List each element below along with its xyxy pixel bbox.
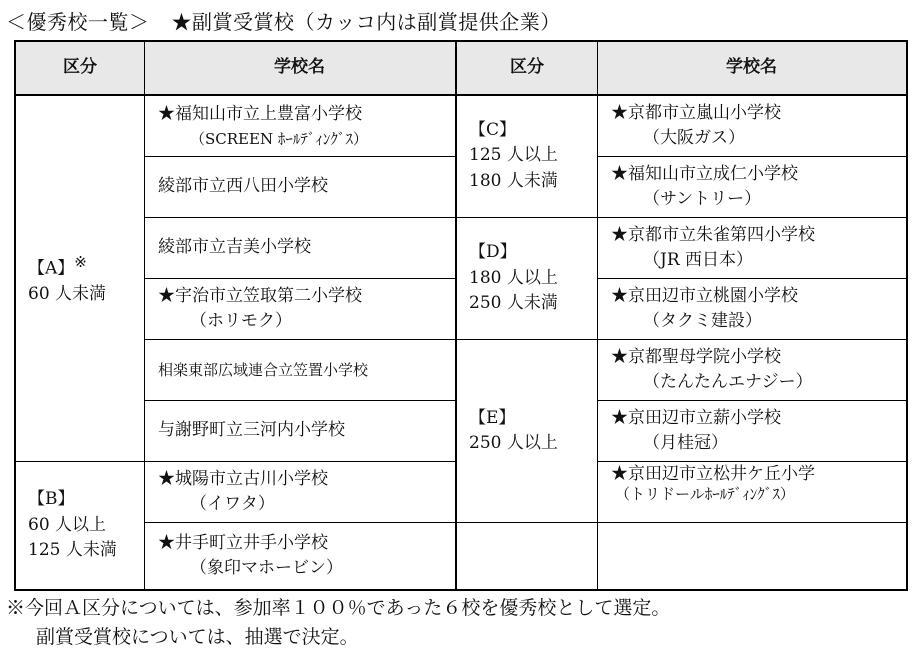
category-b-range-1: 60 人以上 — [28, 514, 107, 535]
school-row — [144, 218, 455, 278]
school-name: ★京都市立嵐山小学校 — [611, 102, 781, 123]
school-name: ★井手町立井手小学校 — [158, 532, 328, 553]
school-row — [144, 401, 455, 461]
school-name: 相楽東部広域連合立笠置小学校 — [158, 360, 369, 379]
empty-row — [457, 523, 906, 589]
school-name: 綾部市立吉美小学校 — [158, 237, 311, 258]
category-e-label: 【E】 — [469, 407, 516, 428]
school-name: ★京田辺市立松井ケ丘小学 — [611, 464, 815, 484]
sponsor-name: （大阪ガス） — [643, 128, 745, 148]
sponsor-name: （ホリモク） — [190, 311, 292, 331]
school-name: 与謝野町立三河内小学校 — [158, 420, 345, 441]
school-row — [144, 462, 455, 522]
school-name: 綾部市立西八田小学校 — [158, 176, 328, 197]
sponsor-name: （SCREEN ﾎｰﾙﾃﾞｨﾝｸﾞｽ） — [190, 129, 368, 148]
category-b-label: 【B】 — [28, 489, 75, 510]
school-row — [144, 340, 455, 400]
category-a-label: 【A】 — [28, 258, 75, 279]
page-title: ＜優秀校一覧＞ — [6, 10, 150, 34]
school-name: ★宇治市立笠取第二小学校 — [158, 285, 362, 306]
sponsor-name: （サントリー） — [643, 189, 762, 209]
category-a-range: 60 人未満 — [28, 283, 107, 304]
sponsor-name: （月桂冠） — [643, 433, 728, 453]
school-name: ★京都市立朱雀第四小学校 — [611, 224, 815, 245]
school-row — [144, 96, 455, 156]
school-name: ★京都聖母学院小学校 — [611, 346, 781, 367]
category-c-range-2: 180 人未満 — [469, 170, 558, 191]
page-subtitle: ★副賞受賞校（カッコ内は副賞提供企業） — [171, 10, 561, 34]
sponsor-name: （たんたんエナジー） — [643, 372, 813, 392]
sponsor-name: （トリドールﾎｰﾙﾃﾞｨﾝｸﾞｽ） — [615, 485, 795, 504]
category-e — [457, 340, 597, 522]
category-e-range: 250 人以上 — [469, 433, 558, 453]
category-b-range-2: 125 人未満 — [28, 540, 117, 561]
category-b — [16, 462, 144, 589]
school-name: ★城陽市立古川小学校 — [158, 468, 328, 489]
footnote — [6, 594, 670, 652]
school-row — [597, 157, 906, 217]
school-row — [144, 279, 455, 339]
school-row — [597, 96, 906, 156]
category-c — [457, 96, 597, 216]
category-c-label: 【C】 — [469, 119, 517, 140]
school-row — [597, 401, 906, 461]
school-name: ★京田辺市立薪小学校 — [611, 407, 781, 428]
category-d-label: 【D】 — [469, 242, 517, 263]
page-header — [6, 6, 561, 35]
sponsor-name: （イワタ） — [190, 494, 275, 514]
category-header: 区分 — [16, 42, 144, 94]
category-d-range-1: 180 人以上 — [469, 267, 558, 288]
sponsor-name: （JR 西日本） — [643, 250, 754, 270]
sponsor-name: （タクミ建設） — [643, 311, 762, 331]
category-header: 区分 — [457, 42, 597, 94]
category-a-note-mark: ※ — [74, 252, 87, 271]
school-name: ★福知山市立上豊富小学校 — [158, 104, 362, 124]
school-row — [144, 523, 455, 589]
category-c-range-1: 125 人以上 — [469, 145, 558, 166]
left-table — [16, 42, 455, 589]
category-d — [457, 218, 597, 339]
school-name: ★福知山市立成仁小学校 — [611, 163, 798, 184]
right-table — [455, 42, 906, 589]
school-row — [597, 218, 906, 278]
school-row — [597, 279, 906, 339]
award-table — [14, 40, 908, 591]
category-a — [16, 96, 144, 462]
school-row — [597, 462, 906, 522]
school-row — [144, 157, 455, 217]
category-d-range-2: 250 人未満 — [469, 293, 558, 314]
footnote-line-1: ※今回Ａ区分については、参加率１００％であった６校を優秀校として選定。 — [6, 597, 671, 619]
school-header: 学校名 — [597, 42, 906, 94]
sponsor-name: （象印マホービン） — [190, 558, 343, 578]
school-row — [597, 340, 906, 400]
footnote-line-2: 副賞受賞校については、抽選で決定。 — [36, 626, 359, 648]
school-header: 学校名 — [144, 42, 455, 94]
school-name: ★京田辺市立桃園小学校 — [611, 285, 798, 306]
